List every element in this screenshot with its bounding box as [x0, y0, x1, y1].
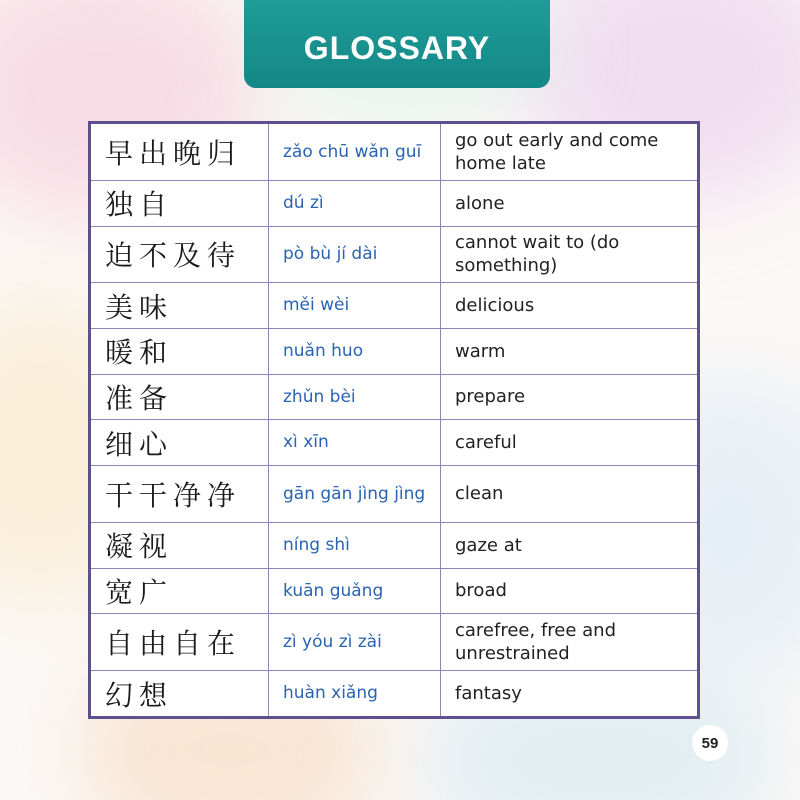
hanzi-cell: 细心 — [91, 420, 269, 465]
hanzi-cell: 宽广 — [91, 569, 269, 614]
meaning-cell: careful — [455, 432, 517, 454]
page-title: GLOSSARY — [303, 29, 491, 66]
meaning-cell: warm — [455, 340, 506, 362]
pinyin-cell: kuān guǎng — [269, 569, 441, 614]
hanzi-cell: 早出晚归 — [91, 124, 269, 180]
table-row — [91, 671, 697, 716]
glossary-banner — [244, 0, 550, 88]
meaning-cell: clean — [455, 483, 504, 505]
meaning-cell: alone — [455, 192, 505, 214]
table-row — [91, 283, 697, 329]
meaning-cell: gaze at — [455, 534, 522, 556]
table-row — [91, 124, 697, 181]
table-row — [91, 329, 697, 375]
pinyin-cell: huàn xiǎng — [269, 671, 441, 716]
table-row — [91, 466, 697, 523]
hanzi-cell: 独自 — [91, 181, 269, 226]
meaning-cell: delicious — [455, 295, 535, 317]
hanzi-cell: 干干净净 — [91, 466, 269, 522]
hanzi-cell: 暖和 — [91, 329, 269, 374]
table-row — [91, 181, 697, 227]
pinyin-cell: zǎo chū wǎn guī — [269, 124, 441, 180]
hanzi-cell: 美味 — [91, 283, 269, 328]
meaning-cell: cannot wait to (do something) — [455, 232, 620, 277]
hanzi-cell: 迫不及待 — [91, 227, 269, 283]
pinyin-cell: gān gān jìng jìng — [269, 466, 441, 522]
table-row — [91, 569, 697, 615]
hanzi-cell: 自由自在 — [91, 614, 269, 670]
table-row — [91, 227, 697, 284]
meaning-cell: carefree, free and unrestrained — [455, 619, 617, 665]
hanzi-cell: 幻想 — [91, 671, 269, 716]
meaning-cell: fantasy — [455, 682, 522, 704]
pinyin-cell: měi wèi — [269, 283, 441, 328]
page-number: 59 — [692, 725, 728, 761]
pinyin-cell: nuǎn huo — [269, 329, 441, 374]
table-row — [91, 614, 697, 671]
glossary-table — [88, 121, 700, 719]
table-row — [91, 523, 697, 569]
pinyin-cell: zì yóu zì zài — [269, 614, 441, 670]
pinyin-cell: xì xīn — [269, 420, 441, 465]
meaning-cell: broad — [455, 580, 507, 602]
pinyin-cell: pò bù jí dài — [269, 227, 441, 283]
pinyin-cell: níng shì — [269, 523, 441, 568]
table-row — [91, 420, 697, 466]
meaning-cell: prepare — [455, 386, 526, 408]
meaning-cell: go out early and come home late — [455, 129, 659, 174]
table-row — [91, 375, 697, 421]
pinyin-cell: dú zì — [269, 181, 441, 226]
hanzi-cell: 凝视 — [91, 523, 269, 568]
hanzi-cell: 准备 — [91, 375, 269, 420]
pinyin-cell: zhǔn bèi — [269, 375, 441, 420]
